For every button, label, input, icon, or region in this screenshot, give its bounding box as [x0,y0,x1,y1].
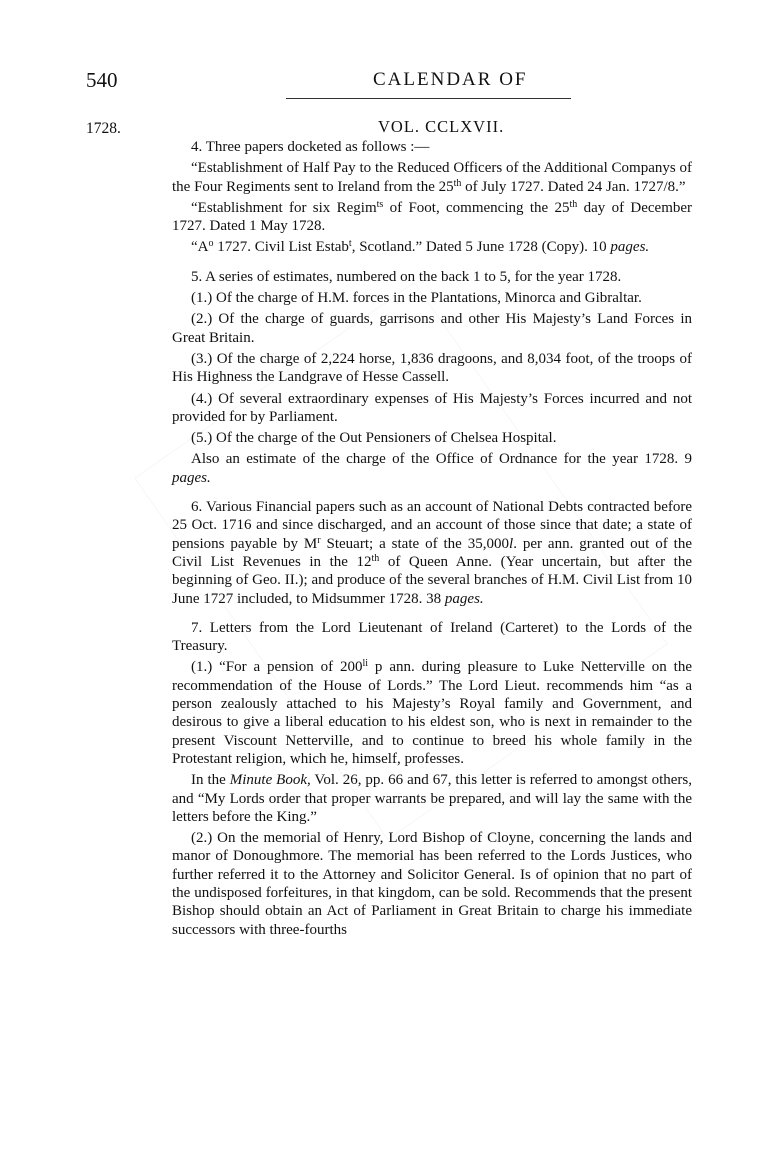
text-run: Steuart; a state of the 35,000 [320,535,510,552]
margin-year: 1728. [86,120,121,137]
text-run: (3.) Of the charge of 2,224 horse, 1,836 dragoons, and 8,034 foot, of the troops of His Highness the Landgrave of Hesse Cassell. [172,350,692,386]
superscript: th [453,177,462,189]
paragraph [172,138,692,156]
text-run: of July 1727. Dated 24 Jan. 1727/8.” [461,178,686,195]
text-run: (5.) Of the charge of the Out Pensioners of Chelsea Hospital. [191,430,557,447]
paragraph [172,498,692,608]
paragraph [172,390,692,427]
page-header [0,68,768,98]
paragraph [172,350,692,387]
paragraph [172,159,692,196]
text-run: “A [191,239,209,256]
document-body [172,138,692,939]
page-number: 540 [86,68,118,92]
italic-text: Minute Book [229,772,307,789]
text-run: (2.) On the memorial of Henry, Lord Bishop of Cloyne, concerning the lands and manor of Donoughmore. The memorial has been referred to the Lords Justices, who further referred it to the Attorney and Solicitor General. Is of opinion that no part of the undisposed forfeitures, in that kingdom, can be sold. Recommends that the present Bishop should obtain an Act of Parliament in Great Britain to charge his immediate successors with three-fourths [172,830,692,938]
superscript: th [371,552,380,564]
text-run: Also an estimate of the charge of the Office of Ordnance for the year 1728. 9 [191,451,692,468]
text-run: 5. A series of estimates, numbered on the back 1 to 5, for the year 1728. [191,268,622,285]
text-run: . per ann. granted out of the Civil List Revenues in the 12 [172,535,693,570]
text-run: , Vol. 26, pp. 66 and 67, this letter is referred to amongst others, and “My Lords order that proper warrants be prepared, and will lay the same with the letters before the King.” [172,772,692,825]
text-run: (1.) Of the charge of H.M. forces in the Plantations, Minorca and Gibraltar. [191,290,642,307]
text-run: of Foot, commencing the 25 [383,199,570,216]
running-title: CALENDAR OF [373,69,528,90]
header-rule [286,98,571,99]
italic-text: pages. [444,590,484,607]
paragraph [172,238,692,256]
text-run: 4. Three papers docketed as follows :— [191,139,430,155]
text-run: of Queen Anne. (Year uncertain, but after the beginning of Geo. II.); and produce of the several branches of H.M. Civil List from 10 June 1727 included, to Midsummer 1728. 38 [172,553,692,607]
text-run: “Establishment of Half Pay to the Reduced Officers of the Additional Companys of the Four Regiments sent to Ireland from the 25 [172,160,692,195]
paragraph [172,429,692,447]
text-run: “Establishment for six Regim [191,199,377,216]
superscript: o [208,238,214,250]
text-run: 6. Various Financial papers such as an account of National Debts contracted before 25 Oct. 1716 and since discharged, and an account of those since that date; a state of pensions payable by M [172,499,692,552]
paragraph [172,658,692,768]
paragraph [172,771,692,826]
paragraph [172,199,692,236]
paragraph [172,289,692,307]
superscript: ts [376,198,384,210]
text-run: (2.) Of the charge of guards, garrisons and other His Majesty’s Land Forces in Great Britain. [172,311,692,346]
paragraph [172,619,692,656]
text-run: (1.) “For a pension of 200 [191,659,363,676]
superscript: t [348,238,352,250]
italic-text: pages. [610,239,650,256]
paragraph [172,310,692,347]
text-run: p ann. during pleasure to Luke Netterville on the recommendation of the House of Lords.” The Lord Lieut. recommends him “as a person zealously attached to his Majesty’s Royal family and Government, and desirous to give a liberal education to his eldest son, who is next in remainder to the present Viscount Netterville, and to continue to breed his whole family in the Protestant religion, which he, himself, professes. [172,659,692,767]
superscript: li [362,658,369,670]
text-run: In the [191,772,230,789]
superscript: th [569,198,578,210]
text-run: (4.) Of several extraordinary expenses of His Majesty’s Forces incurred and not provided for by Parliament. [172,390,692,425]
text-run: 1727. Civil List Estab [213,239,349,256]
paragraph [172,268,692,286]
paragraph [172,829,692,939]
italic-text: pages. [172,469,211,486]
text-run: day of December 1727. Dated 1 May 1728. [172,199,693,235]
superscript: r [317,534,321,546]
volume-heading: VOL. CCLXVII. [378,117,505,136]
italic-text: l [509,535,514,552]
paragraph [172,450,692,487]
text-run: , Scotland.” Dated 5 June 1728 (Copy). 10 [351,239,611,256]
text-run: 7. Letters from the Lord Lieutenant of Ireland (Carteret) to the Lords of the Treasury. [172,619,692,655]
